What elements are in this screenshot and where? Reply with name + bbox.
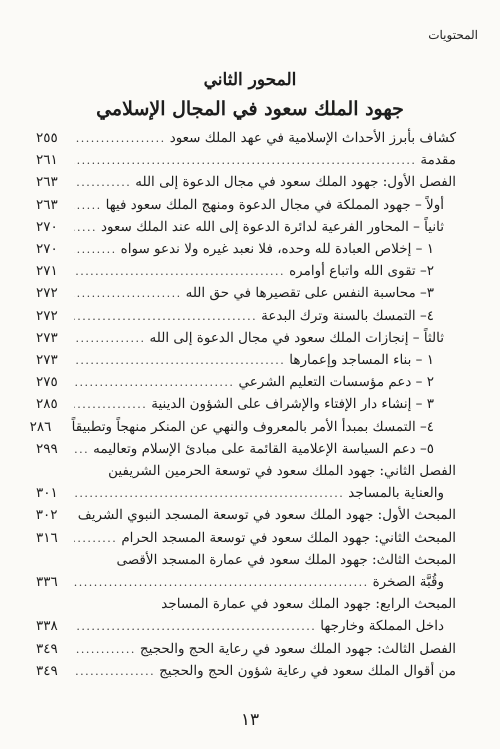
toc-entry-page: ٢٦٣: [36, 174, 58, 191]
dot-leader: [74, 640, 136, 660]
toc-entry-title: المبحث الرابع: جهود الملك سعود في عمارة المساجد: [161, 596, 456, 613]
toc-entry-page: ٢٥٥: [36, 130, 58, 146]
dot-leader: [74, 351, 285, 371]
dot-leader: [74, 129, 166, 149]
page-number: ١٣: [240, 710, 260, 730]
toc-entry: [36, 217, 456, 237]
toc-entry: [36, 572, 456, 592]
toc-entry: [36, 661, 456, 681]
dot-leader: [74, 284, 182, 304]
section-title: المحور الثاني: [203, 70, 297, 90]
dot-leader: [74, 151, 416, 171]
toc-entry-page: ٢٧٥: [36, 374, 58, 391]
toc-entry: [36, 283, 456, 303]
toc-entry-page: ٢٦٣: [36, 196, 58, 213]
toc-entry-page: ٢٩٩: [36, 440, 58, 457]
toc-entry: [36, 372, 456, 392]
toc-entry-title: ٣– محاسبة النفس على تقصيرها في حق الله: [185, 285, 434, 302]
toc-entry-title: الفصل الأول: جهود الملك سعود في مجال الدعوة إلى الله: [135, 174, 456, 191]
dot-leader: [74, 262, 285, 282]
dot-leader: [74, 440, 89, 460]
dot-leader: [74, 329, 146, 349]
toc-entry-title: ١ – إخلاص العبادة لله وحده، فلا نعبد غيره ولا ندعو سواه: [120, 241, 434, 257]
toc-entry-title: وقُبَّة الصخرة: [372, 574, 444, 590]
toc-entry-title: ٢– تقوى الله واتباع أوامره: [289, 263, 434, 280]
toc-entry-page: ٣٠١: [36, 485, 58, 502]
toc-entry-page: ٣٤٩: [36, 640, 58, 657]
toc-entry-title: ثانياً – المحاور الفرعية لدائرة الدعوة إلى الله عند الملك سعود: [100, 218, 444, 235]
toc-entry-page: ٢٨٥: [36, 396, 58, 413]
toc-entry: [36, 172, 456, 192]
toc-entry-title: ٤– التمسك بمبدأ الأمر بالمعروف والنهي عن المنكر منهجاً وتطبيقاً: [71, 418, 434, 435]
toc-entry-title: كشاف بأبرز الأحداث الإسلامية في عهد الملك سعود: [169, 130, 456, 146]
toc-entry-title: داخل المملكة وخارجها: [320, 618, 444, 635]
toc-entry-title: والعناية بالمساجد: [348, 485, 444, 502]
toc-entry: [36, 239, 456, 259]
dot-leader: [74, 307, 257, 327]
toc-entry-title: ٤– التمسك بالسنة وترك البدعة: [261, 307, 434, 324]
dot-leader: [74, 373, 234, 393]
toc-entry-title: المبحث الثالث: جهود الملك سعود في عمارة المسجد الأقصى: [116, 551, 456, 568]
toc-entry-title: مقدمة: [420, 152, 456, 169]
toc-entry: [36, 306, 456, 326]
toc-entry: [36, 261, 456, 281]
running-head: المحتويات: [428, 28, 478, 42]
toc-entry-page: ٢٧٣: [36, 329, 58, 346]
toc-entry: [36, 528, 456, 548]
toc-entry: [36, 639, 456, 659]
toc-entry-page: ٢٧٢: [36, 307, 58, 324]
dot-leader: [74, 484, 344, 504]
toc-entry: [36, 616, 456, 636]
dot-leader: [74, 573, 369, 593]
toc-entry-page: ٢٧١: [36, 263, 58, 280]
toc-entry-title: الفصل الثالث: جهود الملك سعود في رعاية الحج والحجيج: [139, 640, 456, 657]
toc-entry-title: المبحث الأول: جهود الملك سعود في توسعة المسجد النبوي الشريف: [77, 507, 456, 524]
toc-entry-page: ٣١٦: [36, 529, 58, 546]
toc-entry-page: ٣٤٩: [36, 662, 58, 679]
toc-entry: [36, 195, 456, 215]
toc-entry: [36, 128, 456, 148]
dot-leader: [74, 218, 97, 238]
toc-entry-title: أولاً – جهود المملكة في مجال الدعوة ومنهج الملك سعود فيها: [105, 196, 444, 213]
toc-entry-page: ٢٨٦: [29, 418, 52, 435]
toc-entry-page: ٣٣٨: [36, 618, 58, 635]
toc-entry-title: المبحث الثاني: جهود الملك سعود في توسعة المسجد الحرام: [121, 529, 456, 546]
toc-entry-title: ١ – بناء المساجد وإعمارها: [289, 352, 434, 368]
section-subtitle: جهود الملك سعود في المجال الإسلامي: [96, 98, 404, 120]
dot-leader: [74, 173, 131, 193]
toc-entry-page: ٢٧٠: [36, 241, 58, 257]
toc-entry-title: ٢ – دعم مؤسسات التعليم الشرعي: [238, 374, 434, 391]
toc-entry: [36, 461, 456, 481]
toc-entry-title: الفصل الثاني: جهود الملك سعود في توسعة الحرمين الشريفين: [108, 463, 456, 479]
toc-entry: [29, 417, 456, 437]
toc-entry: [36, 439, 456, 459]
toc-entry-title: ٥– دعم السياسة الإعلامية القائمة على مبادئ الإسلام وتعاليمه: [93, 440, 434, 457]
toc-entry: [36, 505, 456, 525]
toc-entry-page: ٢٧٣: [36, 352, 58, 368]
toc-entry-page: ٣٠٢: [35, 507, 58, 524]
toc-entry-page: ٣٣٦: [36, 574, 58, 590]
toc-entry: [36, 550, 456, 570]
toc-entry-title: ٣ – إنشاء دار الإفتاء والإشراف على الشؤون الدينية: [151, 396, 434, 413]
toc-entry-page: ٢٧٠: [36, 218, 58, 235]
toc-entry: [36, 594, 456, 614]
toc-entry: [36, 350, 456, 370]
toc-entry-page: ٢٦١: [36, 152, 58, 169]
toc-entry: [36, 150, 456, 170]
toc-entry: [36, 483, 456, 503]
dot-leader: [74, 529, 117, 549]
dot-leader: [74, 196, 102, 216]
dot-leader: [74, 617, 316, 637]
toc-entry-title: من أقوال الملك سعود في رعاية شؤون الحج والحجيج: [159, 662, 456, 679]
toc-entry-page: ٢٧٢: [36, 285, 58, 302]
toc-entry: [36, 328, 456, 348]
dot-leader: [74, 395, 147, 415]
dot-leader: [74, 240, 117, 260]
toc-entry-title: ثالثاً – إنجازات الملك سعود في مجال الدعوة إلى الله: [149, 329, 444, 346]
toc-entry: [36, 394, 456, 414]
dot-leader: [74, 662, 155, 682]
